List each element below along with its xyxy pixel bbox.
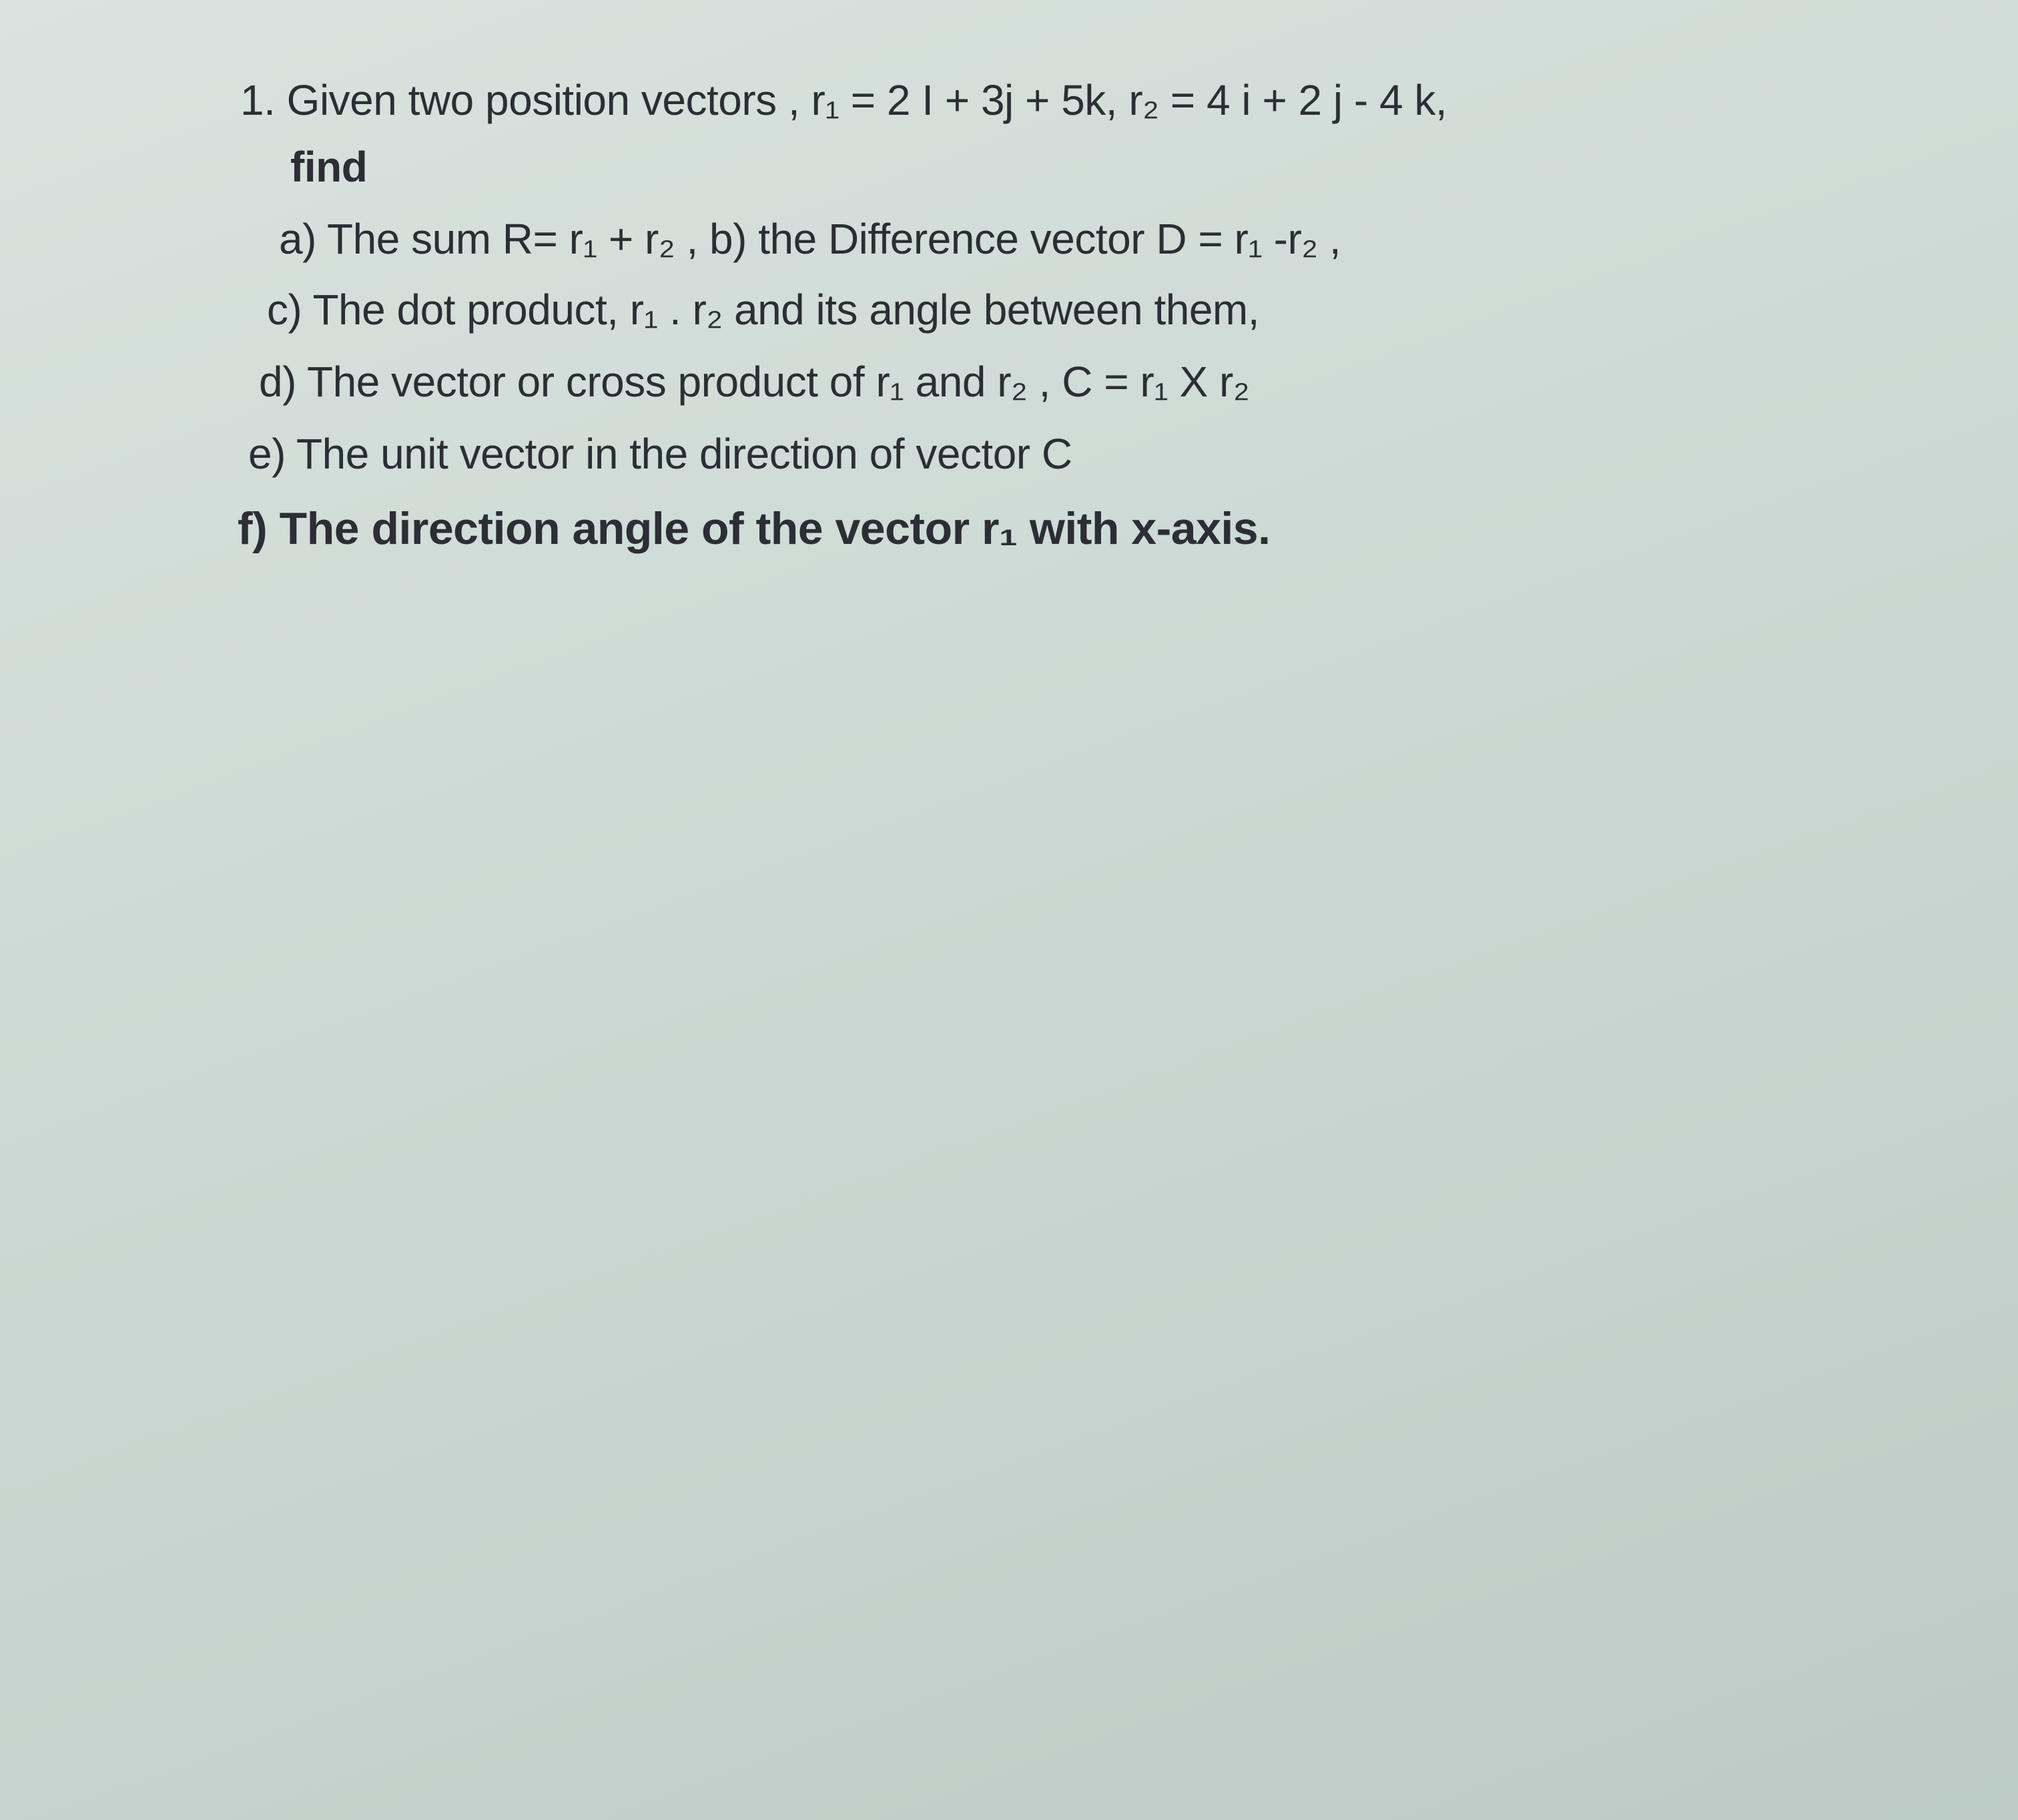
question-part-f: f) The direction angle of the vector r₁ with x-axis. xyxy=(238,503,1271,554)
question-find-label: find xyxy=(290,143,368,191)
question-intro: 1. Given two position vectors , r₁ = 2 I + 3j + 5k, r₂ = 4 i + 2 j - 4 k, xyxy=(240,76,1447,124)
question-part-e: e) The unit vector in the direction of vector C xyxy=(248,430,1072,478)
question-part-a-b: a) The sum R= r₁ + r₂ , b) the Difference vector D = r₁ -r₂ , xyxy=(279,215,1341,263)
question-part-d: d) The vector or cross product of r₁ and r₂ , C = r₁ X r₂ xyxy=(259,358,1250,406)
question-part-c: c) The dot product, r₁ . r₂ and its angle between them, xyxy=(267,286,1259,334)
